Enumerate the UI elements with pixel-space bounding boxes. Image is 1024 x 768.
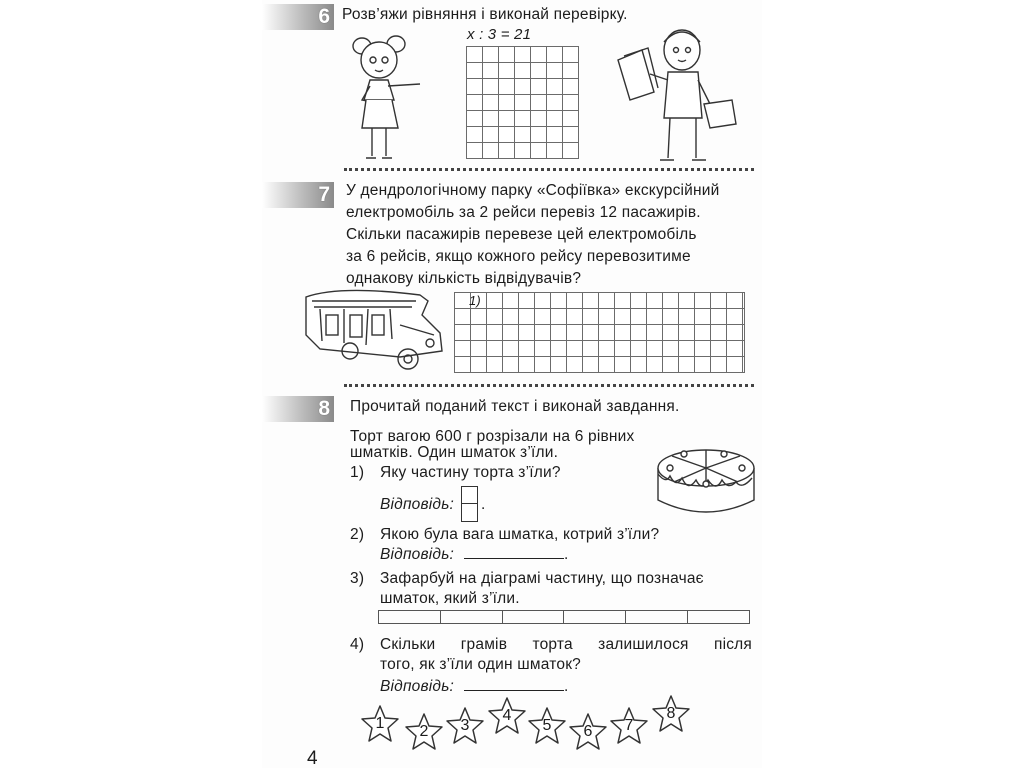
task-8-instruction: Прочитай поданий текст і виконай завдання. — [350, 398, 680, 415]
q3-text-line-2: шматок, який з’їли. — [380, 590, 520, 607]
separator-1 — [344, 168, 754, 171]
q2-text: Якою була вага шматка, котрий з’їли? — [380, 526, 660, 543]
task-badge-7: 7 — [262, 182, 334, 208]
diagram-segment[interactable] — [441, 611, 503, 623]
q3-number: 3) — [350, 570, 365, 587]
task-7-line-4: за 6 рейсів, якщо кожного рейсу перевозитиме — [346, 248, 691, 265]
q1-text: Яку частину торта з’їли? — [380, 464, 561, 481]
diagram-segment[interactable] — [688, 611, 749, 623]
q2-number: 2) — [350, 526, 365, 543]
task-8-text-line-1: Торт вагою 600 г розрізали на 6 рівних — [350, 428, 635, 445]
star-label: 3 — [460, 717, 470, 734]
q2-answer-blank[interactable]: . — [460, 544, 569, 566]
task-6-equation: x : 3 = 21 — [467, 26, 532, 43]
task-7-grid — [454, 292, 745, 373]
star-label: 4 — [502, 707, 512, 724]
page-number: 4 — [307, 748, 318, 768]
q4-number: 4) — [350, 636, 365, 653]
star-label: 2 — [419, 723, 429, 740]
q4-answer-label: Відповідь: — [380, 678, 455, 695]
task-badge-6: 6 — [262, 4, 334, 30]
task-6-grid — [466, 46, 579, 159]
electromobile-illustration — [300, 285, 450, 375]
cake-illustration — [654, 444, 758, 522]
diagram-segment[interactable] — [626, 611, 688, 623]
separator-2 — [344, 384, 754, 387]
star-label: 7 — [624, 717, 634, 734]
diagram-segment[interactable] — [503, 611, 565, 623]
task-7-grid-mark: 1) — [469, 293, 481, 308]
task-badge-8: 8 — [262, 396, 334, 422]
star-label: 5 — [542, 717, 552, 734]
star-1[interactable] — [360, 704, 400, 744]
q1-answer-label: Відповідь: — [380, 496, 455, 513]
star-label: 6 — [583, 723, 593, 740]
task-7-line-1: У дендрологічному парку «Софіївка» екскурсійний — [346, 182, 720, 199]
task-8-text-line-2: шматків. Один шматок з’їли. — [350, 444, 559, 461]
star-6[interactable] — [568, 712, 608, 752]
star-5[interactable] — [527, 706, 567, 746]
q4-text-line-2: того, як з’їли один шматок? — [380, 656, 582, 673]
star-8[interactable] — [651, 694, 691, 734]
task-6-title: Розв’яжи рівняння і виконай перевірку. — [342, 6, 628, 23]
star-7[interactable] — [609, 706, 649, 746]
star-label: 8 — [666, 705, 676, 722]
diagram-segment[interactable] — [379, 611, 441, 623]
q1-fraction-box[interactable] — [461, 486, 478, 522]
q1-period: . — [481, 496, 486, 513]
star-label: 1 — [375, 715, 385, 732]
q3-text-line-1: Зафарбуй на діаграмі частину, що позначає — [380, 570, 704, 587]
q4-text-line-1: Скільки грамів торта залишилося після — [380, 636, 752, 653]
task-7-line-5: однакову кількість відвідувачів? — [346, 270, 582, 287]
star-4[interactable] — [487, 696, 527, 736]
q3-diagram-bar[interactable] — [378, 610, 750, 624]
workbook-page — [262, 0, 762, 768]
task-7-line-2: електромобіль за 2 рейси перевіз 12 пасажирів. — [346, 204, 701, 221]
star-2[interactable] — [404, 712, 444, 752]
diagram-segment[interactable] — [564, 611, 626, 623]
q2-answer-label: Відповідь: — [380, 546, 455, 563]
star-3[interactable] — [445, 706, 485, 746]
task-7-line-3: Скільки пасажирів перевезе цей електромобіль — [346, 226, 697, 243]
q4-answer-blank[interactable]: . — [460, 676, 569, 698]
girl-illustration — [342, 28, 432, 168]
boy-illustration — [614, 20, 744, 170]
q1-number: 1) — [350, 464, 365, 481]
